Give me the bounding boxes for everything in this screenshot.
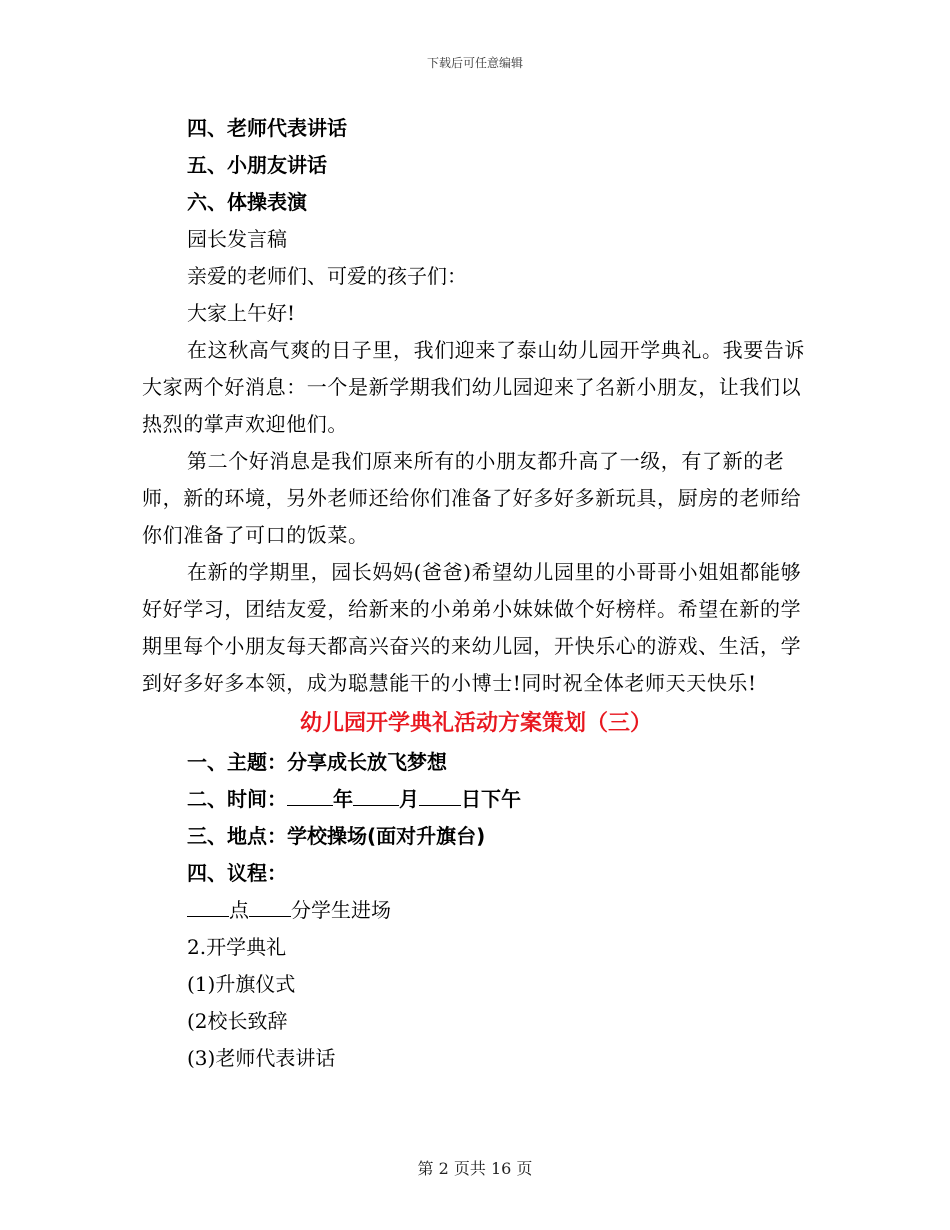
agenda-label: 四、议程： (187, 861, 287, 885)
speech-title: 园长发言稿 (187, 227, 287, 251)
speech-paragraph: 在新的学期里，园长妈妈(爸爸)希望幼儿园里的小哥哥小姐姐都能够好好学习，团结友爱，给新来的小弟弟小妹妹做个好榜样。希望在新的学期里每个小朋友每天都高兴奋兴的来幼儿园，开快乐心的游戏、生活，学到好多好多本领，成为聪慧能干的小博士!同时祝全体老师天天快乐! (142, 560, 802, 695)
month-label: 月 (399, 787, 419, 811)
hour-label: 点 (229, 898, 249, 922)
page-footer: 第 2 页共 16 页 (417, 1159, 533, 1178)
agenda-sub-item: (3)老师代表讲话 (187, 1046, 336, 1070)
month-blank (353, 783, 399, 806)
speech-paragraph: 在这秋高气爽的日子里，我们迎来了泰山幼儿园开学典礼。我要告诉大家两个好消息：一个是新学期我们幼儿园迎来了名新小朋友，让我们以热烈的掌声欢迎他们。 (142, 338, 805, 436)
agenda-sub-item: 2.开学典礼 (187, 935, 287, 959)
agenda-item-child-speech: 五、小朋友讲话 (187, 153, 327, 177)
document-body (142, 110, 810, 1077)
speech-greeting: 大家上午好! (187, 301, 296, 325)
year-label: 年 (333, 787, 353, 811)
section-title: 幼儿园开学典礼活动方案策划（三） (299, 711, 652, 736)
agenda-sub-item: (1)升旗仪式 (187, 972, 296, 996)
time-label: 二、时间： (187, 787, 287, 811)
theme-line: 一、主题：分享成长放飞梦想 (187, 750, 447, 774)
agenda-sub-item: (2校长致辞 (187, 1009, 288, 1033)
entry-rest: 分学生进场 (291, 898, 391, 922)
place-line: 三、地点：学校操场(面对升旗台) (187, 824, 486, 848)
day-blank (419, 783, 461, 806)
year-blank (287, 783, 333, 806)
agenda-item-gym-show: 六、体操表演 (187, 190, 307, 214)
hour-blank (187, 894, 229, 917)
time-line (142, 781, 810, 818)
speech-salutation: 亲爱的老师们、可爱的孩子们： (187, 264, 467, 288)
day-label: 日下午 (461, 787, 521, 811)
minute-blank (249, 894, 291, 917)
entry-line (142, 892, 810, 929)
agenda-item-teacher-speech: 四、老师代表讲话 (187, 116, 347, 140)
page-header: 下载后可任意编辑 (426, 56, 523, 70)
speech-paragraph: 第二个好消息是我们原来所有的小朋友都升高了一级，有了新的老师，新的环境，另外老师还给你们准备了好多好多新玩具，厨房的老师给你们准备了可口的饭菜。 (142, 449, 802, 547)
